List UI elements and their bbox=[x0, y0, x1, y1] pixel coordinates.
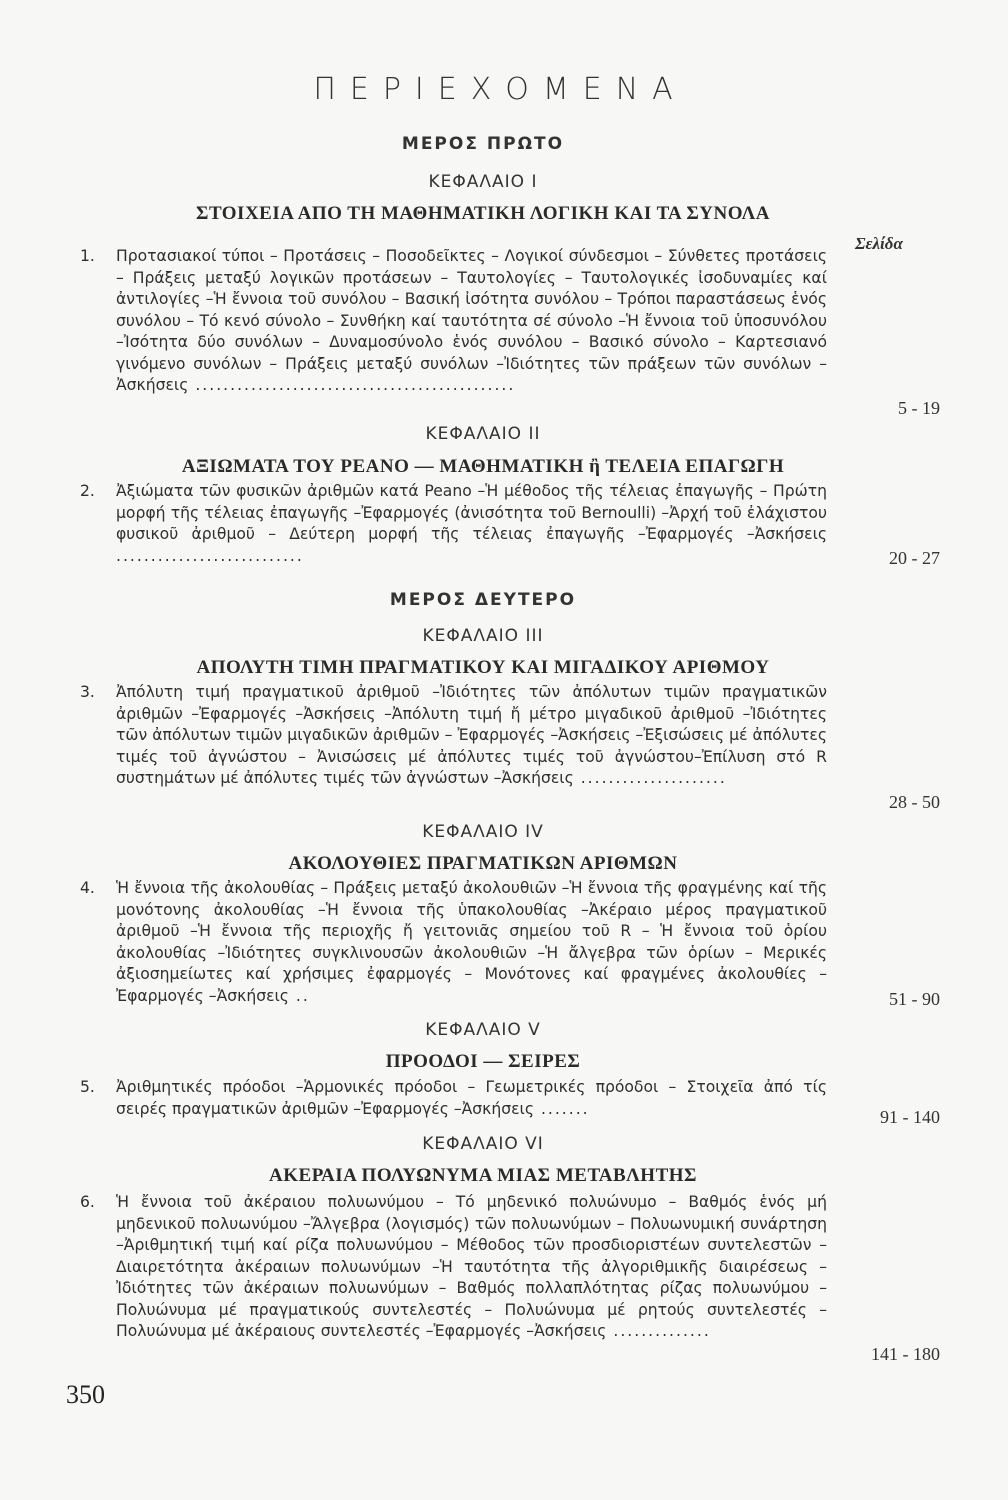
page-column-label: Σελίδα bbox=[855, 234, 903, 253]
entry-pages-1: 5 - 19 bbox=[898, 398, 940, 418]
toc-entry-1: 1. Προτασιακοί τύποι – Προτάσεις – Ποσοδεῖκτες – Λογικοί σύνδεσμοι – Σύνθετες προτάσεις – Πράξεις μεταξύ λογικῶν προτάσεων – Ταυτολογίες – Ταυτολογικές ἰσοδυναμίες καί ἀντιλογίες –Ἡ ἔννοια τοῦ συνόλου – Βασική ἰσότητα συνόλου – Τρόποι παραστάσεως ἑνός συνόλου – Τό κενό σύνολο – Συνθήκη καί ταυτότητα σέ σύνολο –Ἡ ἔννοια τοῦ ὑποσυνόλου –Ἰσότητα δύο συνόλων – Δυναμοσύνολο ἑνός συνόλου – Βασικό σύνολο – Καρτεσιανό γινόμενο συνόλων – Πράξεις μεταξύ συνόλων –Ἰδιότητες τῶν πράξεων τῶν συνόλων –Ἀσκήσεις .............................................. bbox=[80, 247, 827, 394]
entry-pages-6: 141 - 180 bbox=[871, 1344, 940, 1364]
entry-number: 5. bbox=[80, 1078, 95, 1096]
entry-number: 6. bbox=[80, 1193, 95, 1211]
toc-entry-4: 4. Ἡ ἔννοια τῆς ἀκολουθίας – Πράξεις μεταξύ ἀκολουθιῶν –Ἡ ἔννοια τῆς φραγμένης καί τῆς μονότονης ἀκολουθίας –Ἡ ἔννοια τῆς ὑπακολουθίας –Ἀκέραιο μέρος πραγματικοῦ ἀριθμοῦ –Ἡ ἔννοια τῆς περιοχῆς ἤ γειτονιᾶς σημείου τοῦ R – Ἡ ἔννοια τοῦ ὁρίου ἀκολουθίας –Ἰδιότητες συγκλινουσῶν ἀκολουθιῶν –Ἡ ἄλγεβρα τῶν ὁρίων – Μερικές ἀξιοσημείωτες καί χρήσιμες ἐφαρμογές – Μονότονες καί φραγμένες ἀκολουθίες –Ἐφαρμογές –Ἀσκήσεις .. bbox=[80, 879, 827, 1005]
entry-text: Προτασιακοί τύποι – Προτάσεις – Ποσοδεῖκτες – Λογικοί σύνδεσμοι – Σύνθετες προτάσεις – Πράξεις μεταξύ λογικῶν προτάσεων – Ταυτολογίες – Ταυτολογικές ἰσοδυναμίες καί ἀντιλογίες –Ἡ ἔννοια τοῦ συνόλου – Βασική ἰσότητα συνόλου – Τρόποι παραστάσεως ἑνός συνόλου – Τό κενό σύνολο – Συνθήκη καί ταυτότητα σέ σύνολο –Ἡ ἔννοια τοῦ ὑποσυνόλου –Ἰσότητα δύο συνόλων – Δυναμοσύνολο ἑνός συνόλου – Βασικό σύνολο – Καρτεσιανό γινόμενο συνόλων – Πράξεις μεταξύ συνόλων –Ἰδιότητες τῶν πράξεων τῶν συνόλων –Ἀσκήσεις bbox=[116, 247, 827, 394]
part-heading-2: ΜΕΡΟΣ ΔΕΥΤΕΡΟ bbox=[389, 590, 577, 610]
chapter-label-5: ΚΕΦΑΛΑΙΟ V bbox=[425, 1020, 541, 1040]
toc-entry-3: 3. Ἀπόλυτη τιμή πραγματικοῦ ἀριθμοῦ –Ἰδιότητες τῶν ἀπόλυτων τιμῶν πραγματικῶν ἀριθμῶν –Ἐφαρμογές –Ἀσκήσεις –Ἀπόλυτη τιμή ἤ μέτρο μιγαδικοῦ ἀριθμοῦ –Ἰδιότητες τῶν ἀπόλυτων τιμῶν μιγαδικῶν ἀριθμῶν – Ἐφαρμογές –Ἀσκήσεις –Ἐξισώσεις μέ ἀπόλυτες τιμές τοῦ ἀγνώστου – Ἀνισώσεις μέ ἀπόλυτες τιμές τοῦ ἀγνώστου–Ἐπίλυση στό R συστημάτων μέ ἀπόλυτες τιμές τῶν ἀγνώστων –Ἀσκήσεις ..................... bbox=[80, 683, 827, 787]
entry-number: 2. bbox=[80, 482, 95, 500]
entry-pages-4: 51 - 90 bbox=[889, 989, 940, 1009]
entry-number: 3. bbox=[80, 683, 95, 701]
chapter-title-1: ΣΤΟΙΧΕΙΑ ΑΠΟ ΤΗ ΜΑΘΗΜΑΤΙΚΗ ΛΟΓΙΚΗ ΚΑΙ ΤΑ ΣΥΝΟΛΑ bbox=[196, 203, 770, 224]
part-heading-1: ΜΕΡΟΣ ΠΡΩΤΟ bbox=[401, 134, 565, 154]
page-title: ΠΕΡΙΕΧΟΜΕΝΑ bbox=[313, 72, 687, 107]
chapter-title-2: ΑΞΙΩΜΑΤΑ ΤΟΥ PEANO — ΜΑΘΗΜΑΤΙΚΗ ἢ ΤΕΛΕΙΑ ΕΠΑΓΩΓΗ bbox=[181, 456, 785, 477]
page-number: 350 bbox=[66, 1380, 105, 1409]
chapter-label-1: ΚΕΦΑΛΑΙΟ Ι bbox=[428, 172, 538, 192]
entry-text: Ἀξιώματα τῶν φυσικῶν ἀριθμῶν κατά Peano –Ἡ μέθοδος τῆς τέλειας ἐπαγωγῆς – Πρώτη μορφή τῆς τέλειας ἐπαγωγῆς –Ἐφαρμογές (ἀνισότητα τοῦ Bernoulli) –Ἀρχή τοῦ ἐλάχιστου φυσικοῦ ἀριθμοῦ – Δεύτερη μορφή τῆς τέλειας ἐπαγωγῆς –Ἐφαρμογές –Ἀσκήσεις bbox=[116, 482, 827, 543]
entry-text: Ἀριθμητικές πρόοδοι –Ἁρμονικές πρόοδοι – Γεωμετρικές πρόοδοι – Στοιχεῖα ἀπό τίς σειρές πραγματικῶν ἀριθμῶν –Ἐφαρμογές –Ἀσκήσεις bbox=[116, 1078, 827, 1118]
entry-pages-5: 91 - 140 bbox=[880, 1107, 940, 1127]
entry-pages-2: 20 - 27 bbox=[889, 548, 940, 568]
chapter-title-5: ΠΡΟΟΔΟΙ — ΣΕΙΡΕΣ bbox=[385, 1051, 581, 1072]
entry-number: 4. bbox=[80, 879, 95, 897]
chapter-label-6: ΚΕΦΑΛΑΙΟ VI bbox=[422, 1134, 544, 1154]
entry-text: Ἡ ἔννοια τοῦ ἀκέραιου πολυωνύμου – Τό μηδενικό πολυώνυμο – Βαθμός ἑνός μή μηδενικοῦ πολυωνύμου –Ἄλγεβρα (λογισμός) τῶν πολυωνύμων – Πολυωνυμική συνάρτηση –Ἀριθμητική τιμή καί ρίζα πολυωνύμου – Μέθοδος τῶν προσδιοριστέων συντελεστῶν – Διαιρετότητα ἀκέραιων πολυωνύμων –Ἡ ταυτότητα τῆς ἀλγοριθμικῆς διαιρέσεως –Ἰδιότητες τῶν ἀκέραιων πολυωνύμων – Βαθμός πολλαπλότητας ρίζας πολυωνύμου – Πολυώνυμα μέ πραγματικούς συντελεστές – Πολυώνυμα μέ ρητούς συντελεστές – Πολυώνυμα μέ ἀκέραιους συντελεστές –Ἐφαρμογές –Ἀσκήσεις bbox=[116, 1193, 827, 1340]
chapter-label-4: ΚΕΦΑΛΑΙΟ IV bbox=[422, 822, 544, 842]
toc-entry-2: 2. Ἀξιώματα τῶν φυσικῶν ἀριθμῶν κατά Peano –Ἡ μέθοδος τῆς τέλειας ἐπαγωγῆς – Πρώτη μορφή τῆς τέλειας ἐπαγωγῆς –Ἐφαρμογές (ἀνισότητα τοῦ Bernoulli) –Ἀρχή τοῦ ἐλάχιστου φυσικοῦ ἀριθμοῦ – Δεύτερη μορφή τῆς τέλειας ἐπαγωγῆς –Ἐφαρμογές –Ἀσκήσεις ........................... bbox=[80, 482, 827, 565]
entry-text: Ἡ ἔννοια τῆς ἀκολουθίας – Πράξεις μεταξύ ἀκολουθιῶν –Ἡ ἔννοια τῆς φραγμένης καί τῆς μονότονης ἀκολουθίας –Ἡ ἔννοια τῆς ὑπακολουθίας –Ἀκέραιο μέρος πραγματικοῦ ἀριθμοῦ –Ἡ ἔννοια τῆς περιοχῆς ἤ γειτονιᾶς σημείου τοῦ R – Ἡ ἔννοια τοῦ ὁρίου ἀκολουθίας –Ἰδιότητες συγκλινουσῶν ἀκολουθιῶν –Ἡ ἄλγεβρα τῶν ὁρίων – Μερικές ἀξιοσημείωτες καί χρήσιμες ἐφαρμογές – Μονότονες καί φραγμένες ἀκολουθίες –Ἐφαρμογές –Ἀσκήσεις bbox=[116, 879, 827, 1005]
entry-pages-3: 28 - 50 bbox=[889, 792, 940, 812]
chapter-title-6: ΑΚΕΡΑΙΑ ΠΟΛΥΩΝΥΜΑ ΜΙΑΣ ΜΕΤΑΒΛΗΤΗΣ bbox=[269, 1165, 697, 1186]
toc-entry-6: 6. Ἡ ἔννοια τοῦ ἀκέραιου πολυωνύμου – Τό μηδενικό πολυώνυμο – Βαθμός ἑνός μή μηδενικοῦ πολυωνύμου –Ἄλγεβρα (λογισμός) τῶν πολυωνύμων – Πολυωνυμική συνάρτηση –Ἀριθμητική τιμή καί ρίζα πολυωνύμου – Μέθοδος τῶν προσδιοριστέων συντελεστῶν – Διαιρετότητα ἀκέραιων πολυωνύμων –Ἡ ταυτότητα τῆς ἀλγοριθμικῆς διαιρέσεως –Ἰδιότητες τῶν ἀκέραιων πολυωνύμων – Βαθμός πολλαπλότητας ρίζας πολυωνύμου – Πολυώνυμα μέ πραγματικούς συντελεστές – Πολυώνυμα μέ ρητούς συντελεστές – Πολυώνυμα μέ ἀκέραιους συντελεστές –Ἐφαρμογές –Ἀσκήσεις .............. bbox=[80, 1193, 827, 1340]
entry-number: 1. bbox=[80, 247, 95, 265]
entry-text: Ἀπόλυτη τιμή πραγματικοῦ ἀριθμοῦ –Ἰδιότητες τῶν ἀπόλυτων τιμῶν πραγματικῶν ἀριθμῶν –Ἐφαρμογές –Ἀσκήσεις –Ἀπόλυτη τιμή ἤ μέτρο μιγαδικοῦ ἀριθμοῦ –Ἰδιότητες τῶν ἀπόλυτων τιμῶν μιγαδικῶν ἀριθμῶν – Ἐφαρμογές –Ἀσκήσεις –Ἐξισώσεις μέ ἀπόλυτες τιμές τοῦ ἀγνώστου – Ἀνισώσεις μέ ἀπόλυτες τιμές τοῦ ἀγνώστου–Ἐπίλυση στό R συστημάτων μέ ἀπόλυτες τιμές τῶν ἀγνώστων –Ἀσκήσεις bbox=[116, 683, 827, 787]
chapter-label-2: ΚΕΦΑΛΑΙΟ ΙΙ bbox=[425, 424, 541, 444]
toc-entry-5: 5. Ἀριθμητικές πρόοδοι –Ἁρμονικές πρόοδοι – Γεωμετρικές πρόοδοι – Στοιχεῖα ἀπό τίς σειρές πραγματικῶν ἀριθμῶν –Ἐφαρμογές –Ἀσκήσεις ....... bbox=[80, 1078, 827, 1118]
chapter-label-3: ΚΕΦΑΛΑΙΟ ΙΙΙ bbox=[422, 626, 544, 646]
chapter-title-4: ΑΚΟΛΟΥΘΙΕΣ ΠΡΑΓΜΑΤΙΚΩΝ ΑΡΙΘΜΩΝ bbox=[288, 853, 678, 874]
chapter-title-3: ΑΠΟΛΥΤΗ ΤΙΜΗ ΠΡΑΓΜΑΤΙΚΟΥ ΚΑΙ ΜΙΓΑΔΙΚΟΥ ΑΡΙΘΜΟΥ bbox=[196, 657, 770, 678]
